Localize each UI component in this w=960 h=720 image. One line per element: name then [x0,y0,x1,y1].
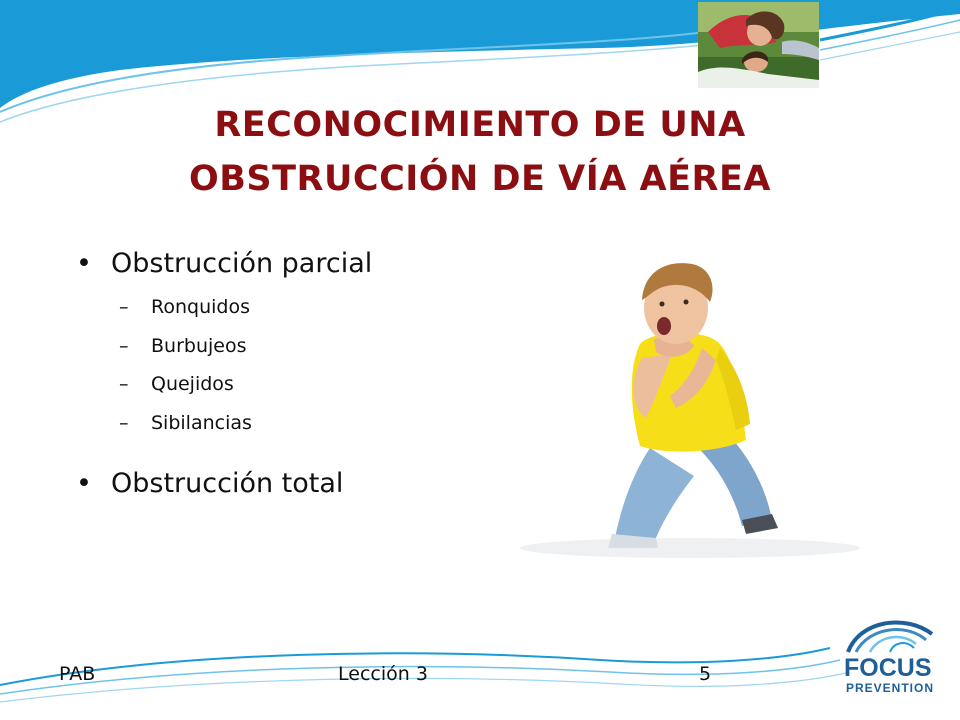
choking-child-photo [480,248,892,566]
page-number: 5 [699,663,712,685]
slide-title [80,98,880,206]
sub-bullet-item: – Ronquidos [111,288,514,327]
logo-text-focus: FOCUS [844,654,932,682]
focus-prevention-logo [840,612,950,704]
logo-text-prevention: PREVENTION [846,681,935,695]
sub-bullet-item: – Burbujeos [111,327,514,366]
slide-title-line-1: RECONOCIMIENTO DE UNA [214,105,746,145]
cpr-rescue-photo [698,2,819,88]
bullet-label: Obstrucción total [111,468,344,499]
sub-bullet-item: – Quejidos [111,365,514,404]
footer-lesson: Lección 3 [338,663,428,685]
bullet-item [74,460,514,508]
footer-course: PAB [59,663,96,685]
bottom-wave-decoration [0,630,960,720]
bullet-item [74,240,514,442]
sub-bullet-item: – Sibilancias [111,404,514,443]
sub-bullet-list [111,288,514,442]
bullet-label: Obstrucción parcial [111,248,373,279]
slide-title-line-2: OBSTRUCCIÓN DE VÍA AÉREA [189,159,771,199]
bullet-list [74,240,514,508]
